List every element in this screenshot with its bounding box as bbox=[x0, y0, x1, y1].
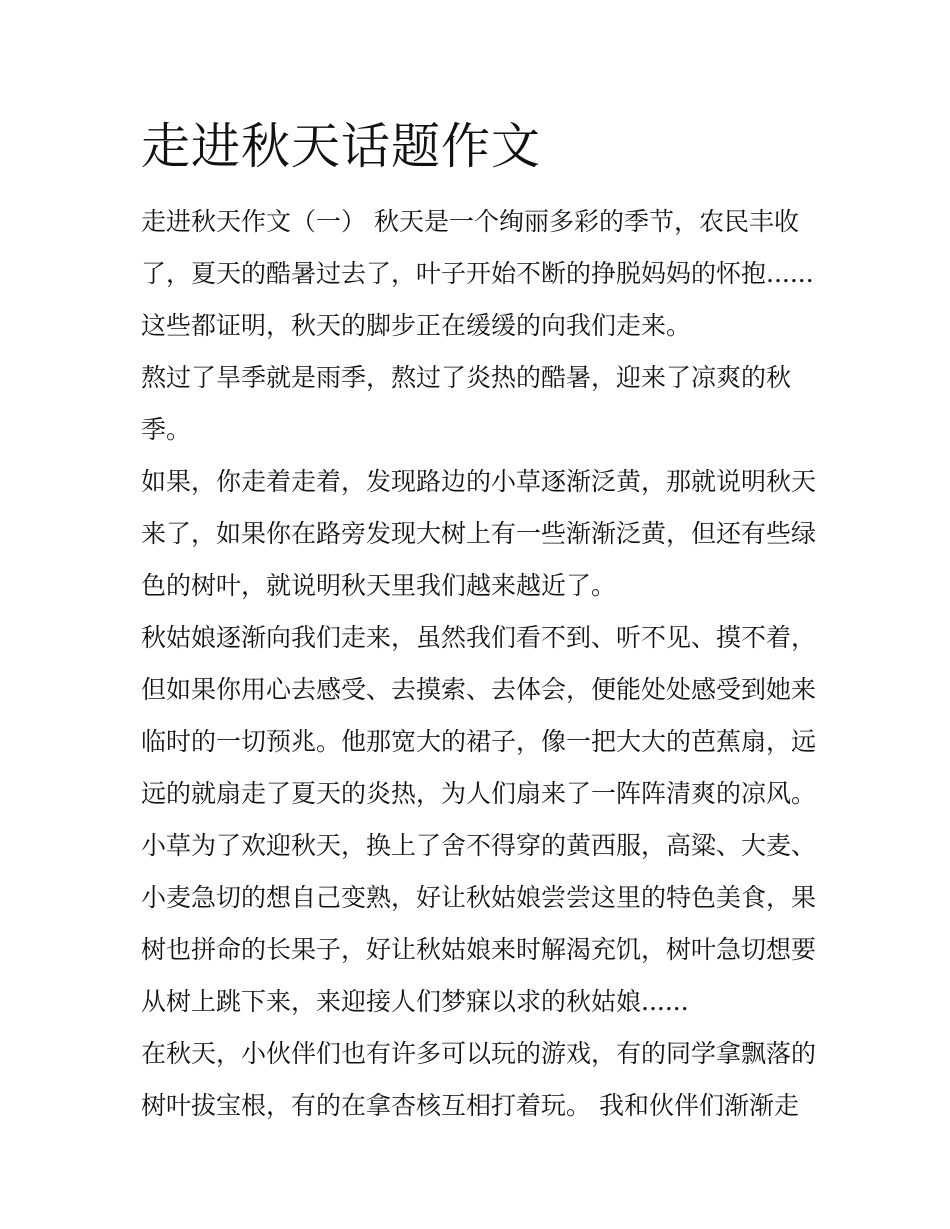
essay-body bbox=[141, 196, 821, 1132]
text-line: 远的就扇走了夏天的炎热，为人们扇来了一阵阵清爽的凉风。 bbox=[141, 779, 817, 808]
text-line: 走进秋天作文（一） 秋天是一个绚丽多彩的季节，农民丰收 bbox=[141, 207, 799, 236]
text-line: 色的树叶，就说明秋天里我们越来越近了。 bbox=[141, 571, 617, 600]
text-line: 但如果你用心去感受、去摸索、去体会，便能处处感受到她来 bbox=[141, 675, 817, 704]
document-title: 走进秋天话题作文 bbox=[141, 118, 542, 175]
text-line: 这些都证明，秋天的脚步正在缓缓的向我们走来。 bbox=[141, 311, 692, 340]
text-line: 树也拼命的长果子，好让秋姑娘来时解渴充饥，树叶急切想要 bbox=[141, 935, 817, 964]
text-line: 树叶拔宝根，有的在拿杏核互相打着玩。 我和伙伴们渐渐走 bbox=[141, 1091, 799, 1120]
text-line: 从树上跳下来，来迎接人们梦寐以求的秋姑娘...... bbox=[141, 987, 689, 1016]
text-line: 临时的一切预兆。他那宽大的裙子，像一把大大的芭蕉扇，远 bbox=[141, 727, 817, 756]
text-line: 小草为了欢迎秋天，换上了舍不得穿的黄西服，高粱、大麦、 bbox=[141, 831, 817, 860]
text-line: 熬过了旱季就是雨季，熬过了炎热的酷暑，迎来了凉爽的秋 bbox=[141, 363, 792, 392]
text-line: 如果，你走着走着，发现路边的小草逐渐泛黄，那就说明秋天 bbox=[141, 467, 817, 496]
text-line: 季。 bbox=[141, 415, 192, 444]
text-line: 小麦急切的想自己变熟，好让秋姑娘尝尝这里的特色美食，果 bbox=[141, 883, 817, 912]
text-line: 来了，如果你在路旁发现大树上有一些渐渐泛黄，但还有些绿 bbox=[141, 519, 817, 548]
text-line: 在秋天，小伙伴们也有许多可以玩的游戏，有的同学拿飘落的 bbox=[141, 1039, 817, 1068]
text-line: 秋姑娘逐渐向我们走来，虽然我们看不到、听不见、摸不着， bbox=[141, 623, 817, 652]
text-line: 了，夏天的酷暑过去了，叶子开始不断的挣脱妈妈的怀抱...... bbox=[141, 259, 814, 288]
